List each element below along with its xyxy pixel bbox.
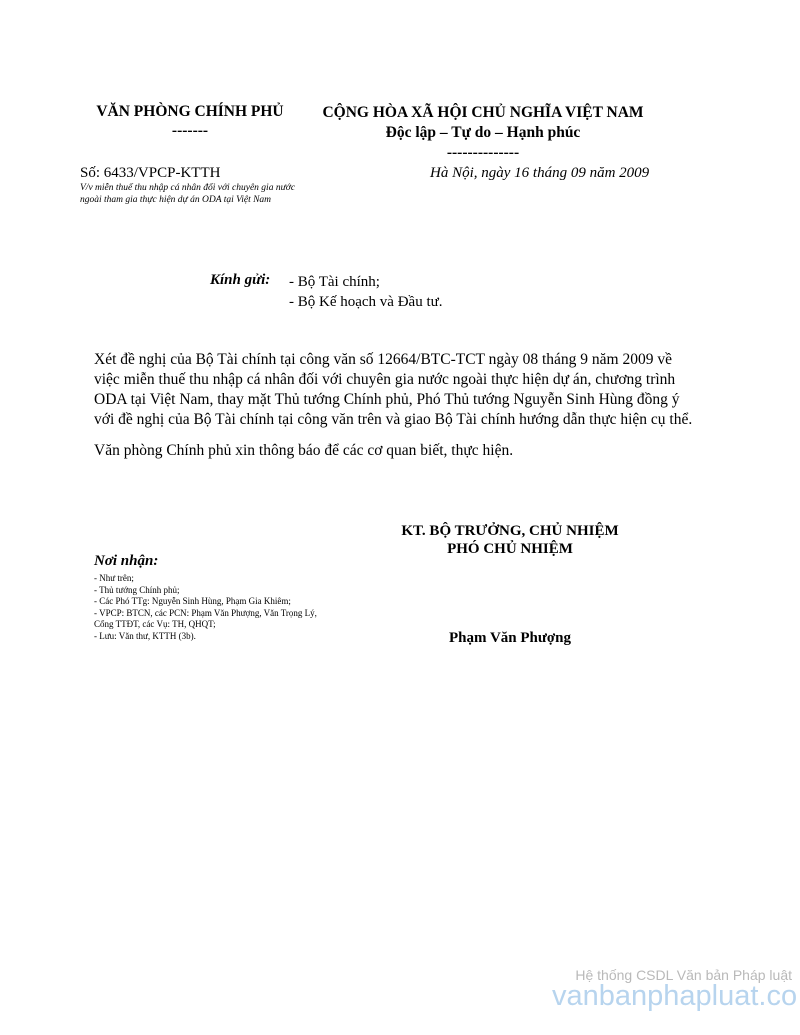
signature-title-line: KT. BỘ TRƯỞNG, CHỦ NHIỆM: [401, 523, 619, 539]
document-subject: V/v miễn thuế thu nhập cá nhân đối với chuyên gia nước ngoài tham gia thực hiện dự án ODA tại Việt Nam: [80, 183, 296, 205]
signer-name: Phạm Văn Phượng: [448, 630, 572, 646]
body-line: việc miễn thuế thu nhập cá nhân đối với chuyên gia nước ngoài thực hiện dự án, chương trình: [94, 371, 676, 388]
addressees-list: [289, 272, 443, 312]
national-motto: Độc lập – Tự do – Hạnh phúc: [385, 124, 581, 141]
body-paragraph: [94, 350, 744, 430]
issuing-agency: VĂN PHÒNG CHÍNH PHỦ: [96, 103, 284, 120]
body-line: ODA tại Việt Nam, thay mặt Thủ tướng Chính phủ, Phó Thủ tướng Nguyễn Sinh Hùng đồng ý: [94, 391, 680, 408]
country-name: CỘNG HÒA XÃ HỘI CHỦ NGHĨA VIỆT NAM: [322, 104, 644, 121]
watermark-caption: Hệ thống CSDL Văn bản Pháp luật: [575, 967, 792, 983]
national-title-block: [298, 103, 668, 163]
agency-rule: -------: [171, 122, 209, 139]
addressee-item: - Bộ Kế hoạch và Đầu tư.: [289, 294, 443, 310]
recipients-list: [94, 573, 317, 642]
recipient-item: - Các Phó TTg: Nguyễn Sinh Hùng, Phạm Gia Khiêm;: [94, 596, 291, 606]
motto-rule: --------------: [446, 144, 520, 161]
recipient-item: Cổng TTĐT, các Vụ: TH, QHQT;: [94, 619, 216, 629]
watermark-site: vanbanphapluat.co: [552, 980, 798, 1012]
addressee-item: - Bộ Tài chính;: [289, 274, 380, 290]
addressees-label: Kính gửi:: [210, 272, 271, 288]
document-number: Số: 6433/VPCP-KTTH: [80, 165, 221, 181]
recipient-item: - VPCP: BTCN, các PCN: Phạm Văn Phượng, Văn Trọng Lý,: [94, 607, 317, 618]
recipient-item: - Lưu: Văn thư, KTTH (3b).: [94, 630, 196, 641]
signature-title-line: PHÓ CHỦ NHIỆM: [447, 541, 573, 557]
recipients-title: Nơi nhận:: [94, 553, 159, 569]
closing-paragraph: Văn phòng Chính phủ xin thông báo để các cơ quan biết, thực hiện.: [94, 442, 514, 459]
recipient-item: - Như trên;: [94, 573, 134, 583]
body-line: với đề nghị của Bộ Tài chính tại công văn trên và giao Bộ Tài chính hướng dẫn thực hiện cụ thể.: [94, 411, 693, 428]
issuing-agency-block: [70, 103, 310, 140]
signature-title-block: [380, 522, 640, 558]
place-date: Hà Nội, ngày 16 tháng 09 năm 2009: [430, 165, 650, 181]
recipient-item: - Thủ tướng Chính phủ;: [94, 584, 180, 595]
body-line: Xét đề nghị của Bộ Tài chính tại công văn số 12664/BTC-TCT ngày 08 tháng 9 năm 2009 về: [94, 351, 672, 368]
